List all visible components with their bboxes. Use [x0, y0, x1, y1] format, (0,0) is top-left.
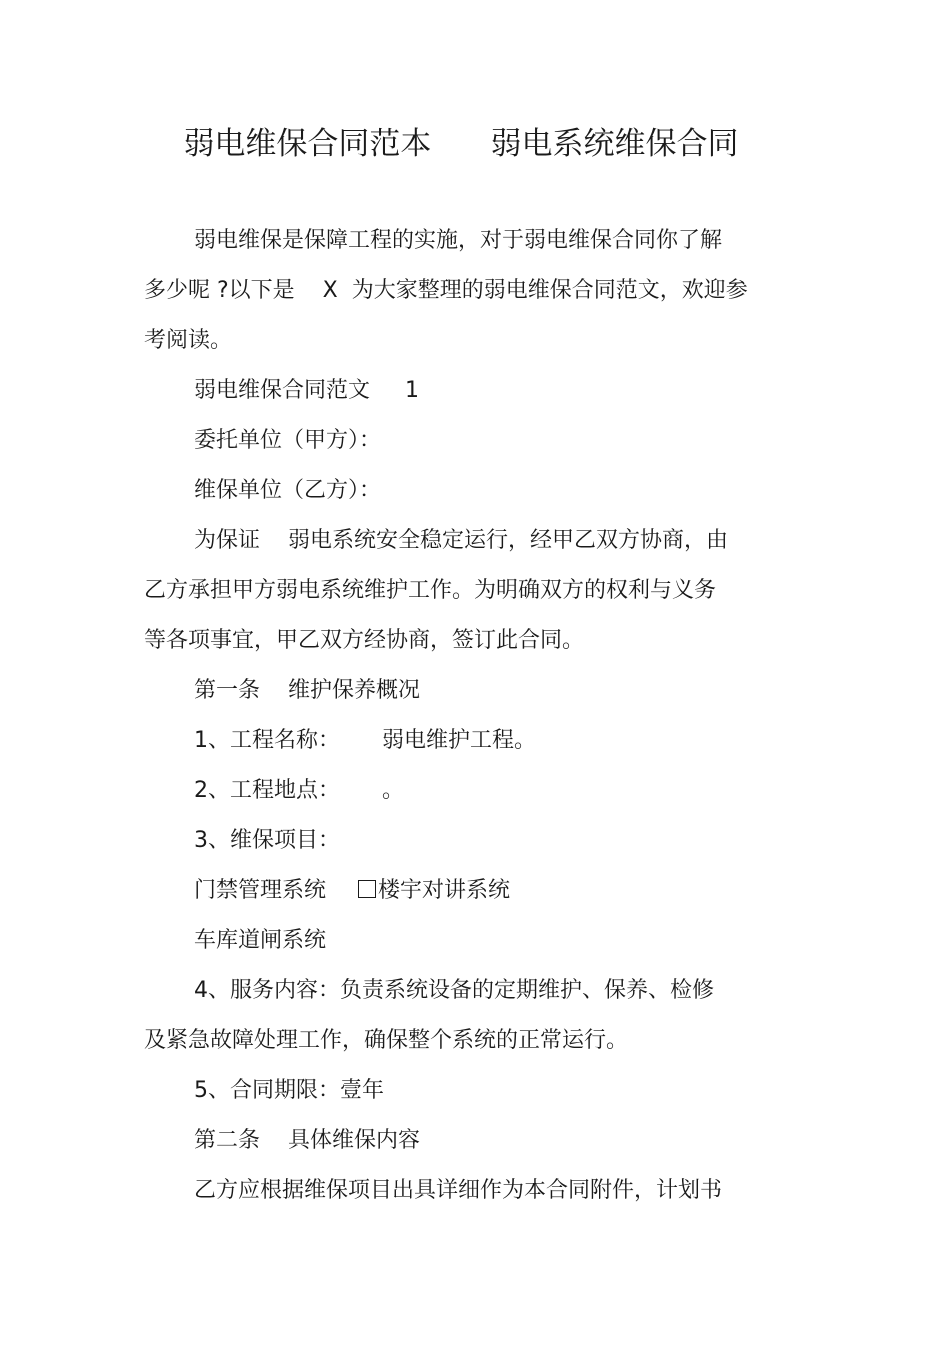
system-item-access-control: 门禁管理系统 [194, 878, 327, 903]
paragraph-line: 乙方应根据维保项目出具详细作为本合同附件，计划书 [194, 1178, 723, 1203]
section-heading: 弱电维保合同范文 1 [194, 378, 419, 403]
contract-term-line: 5、合同期限：壹年 [194, 1078, 384, 1103]
party-a-line: 委托单位（甲方）： [194, 428, 382, 453]
document-title: 弱电维保合同范本 弱电系统维保合同 [183, 126, 739, 162]
system-item-intercom: 楼宇对讲系统 [378, 878, 511, 903]
paragraph-line: 多少呢 ?以下是 X 为大家整理的弱电维保合同范文，欢迎参 [144, 278, 748, 303]
paragraph-line: 弱电维保是保障工程的实施，对于弱电维保合同你了解 [194, 228, 723, 253]
paragraph-line: 考阅读。 [144, 328, 233, 353]
paragraph-line: 等各项事宜，甲乙双方经协商，签订此合同。 [144, 628, 585, 653]
project-name-line: 1、工程名称： 弱电维护工程。 [194, 728, 536, 753]
paragraph-line: 4、服务内容：负责系统设备的定期维护、保养、检修 [194, 978, 714, 1003]
project-location-line: 2、工程地点： 。 [194, 778, 404, 803]
party-b-line: 维保单位（乙方）： [194, 478, 382, 503]
checkbox-icon [358, 880, 376, 898]
system-items-line [144, 866, 754, 916]
article-heading: 第一条 维护保养概况 [194, 678, 420, 703]
paragraph-line: 及紧急故障处理工作，确保整个系统的正常运行。 [144, 1028, 629, 1053]
article-heading: 第二条 具体维保内容 [194, 1128, 420, 1153]
paragraph-line: 为保证 弱电系统安全稳定运行，经甲乙双方协商，由 [194, 528, 728, 553]
system-item-garage-barrier: 车库道闸系统 [194, 928, 327, 953]
paragraph-line: 乙方承担甲方弱电系统维护工作。为明确双方的权利与义务 [144, 578, 717, 603]
maintenance-items-line: 3、维保项目： [194, 828, 340, 853]
document-body [144, 216, 754, 1216]
